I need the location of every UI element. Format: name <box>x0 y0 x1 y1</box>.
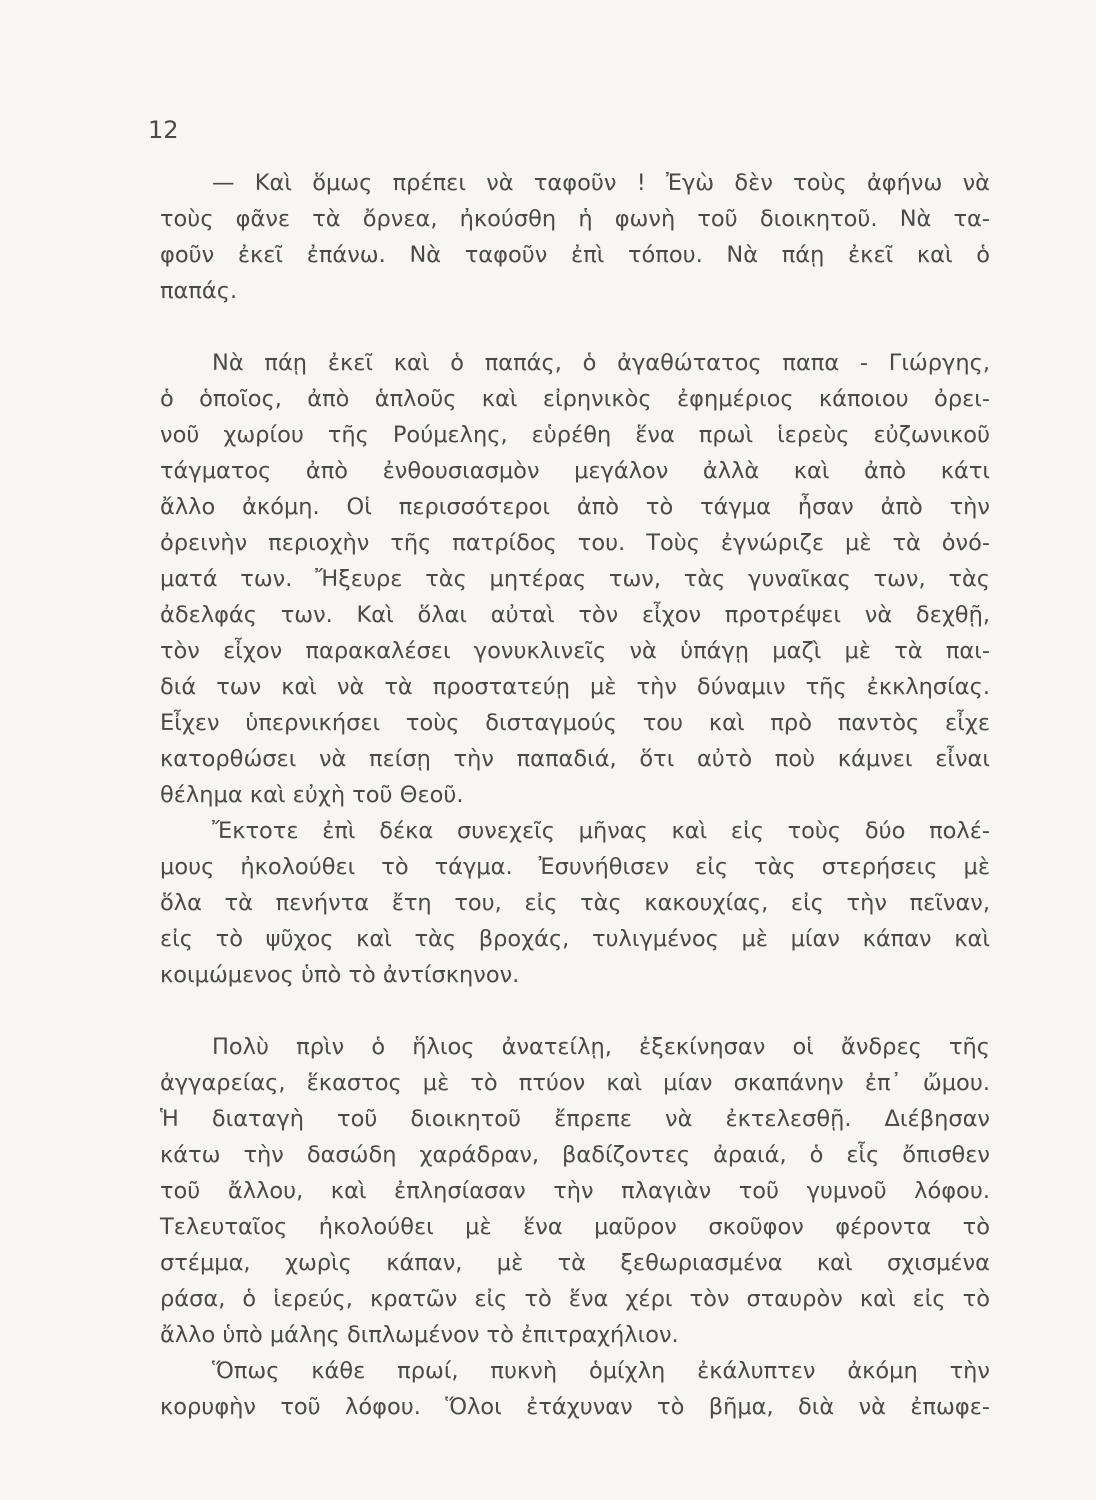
text-line: ράσα, ὁ ἱερεύς, κρατῶν εἰς τὸ ἕνα χέρι τὸν σταυρὸν καὶ εἰς τὸ <box>160 1286 990 1312</box>
body-text <box>160 165 990 1425</box>
text-line: ἀδελφάς των. Καὶ ὅλαι αὐταὶ τὸν εἶχον προτρέψει νὰ δεχθῇ, <box>160 602 990 628</box>
text-line: Τελευταῖος ἠκολούθει μὲ ἕνα μαῦρον σκοῦφον φέροντα τὸ <box>160 1214 990 1240</box>
text-line: ὁ ὁποῖος, ἀπὸ ἁπλοῦς καὶ εἰρηνικὸς ἐφημέριος κάποιου ὀρει- <box>160 386 990 412</box>
text-line: θέλημα καὶ εὐχὴ τοῦ Θεοῦ. <box>160 782 464 808</box>
paragraph <box>160 345 990 813</box>
text-line: κοιμώμενος ὑπὸ τὸ ἀντίσκηνον. <box>160 962 520 988</box>
text-line: Πολὺ πρὶν ὁ ἥλιος ἀνατείλῃ, ἐξεκίνησαν οἱ ἄνδρες τῆς <box>212 1034 990 1060</box>
text-line: Ὅπως κάθε πρωί, πυκνὴ ὁμίχλη ἐκάλυπτεν ἀκόμη τὴν <box>212 1358 990 1384</box>
text-line: νοῦ χωρίου τῆς Ρούμελης, εὑρέθη ἕνα πρωὶ ἱερεὺς εὐζωνικοῦ <box>160 422 990 448</box>
text-line: ὅλα τὰ πενήντα ἔτη του, εἰς τὰς κακουχίας, εἰς τὴν πεῖναν, <box>160 890 990 916</box>
text-line: Ἔκτοτε ἐπὶ δέκα συνεχεῖς μῆνας καὶ εἰς τοὺς δύο πολέ- <box>212 818 990 844</box>
text-line: στέμμα, χωρὶς κάπαν, μὲ τὰ ξεθωριασμένα καὶ σχισμένα <box>160 1250 990 1276</box>
text-line: τάγματος ἀπὸ ἐνθουσιασμὸν μεγάλον ἀλλὰ καὶ ἀπὸ κάτι <box>160 458 990 484</box>
text-line: ἀγγαρείας, ἕκαστος μὲ τὸ πτύον καὶ μίαν σκαπάνην ἐπ᾽ ὤμου. <box>160 1070 990 1096</box>
paragraph-gap <box>160 993 990 1029</box>
text-line: ἄλλο ἀκόμη. Οἱ περισσότεροι ἀπὸ τὸ τάγμα ἦσαν ἀπὸ τὴν <box>160 494 990 520</box>
paragraph <box>160 165 990 309</box>
page-number: 12 <box>148 116 179 144</box>
paragraph <box>160 1029 990 1353</box>
text-line: παπάς. <box>160 278 238 304</box>
text-line: κάτω τὴν δασώδη χαράδραν, βαδίζοντες ἀραιά, ὁ εἷς ὄπισθεν <box>160 1142 990 1168</box>
text-line: ἄλλο ὑπὸ μάλης διπλωμένον τὸ ἐπιτραχήλιον. <box>160 1322 679 1348</box>
text-line: εἰς τὸ ψῦχος καὶ τὰς βροχάς, τυλιγμένος μὲ μίαν κάπαν καὶ <box>160 926 990 952</box>
paragraph-gap <box>160 309 990 345</box>
text-line: διά των καὶ νὰ τὰ προστατεύῃ μὲ τὴν δύναμιν τῆς ἐκκλησίας. <box>160 674 990 700</box>
text-line: Ἡ διαταγὴ τοῦ διοικητοῦ ἔπρεπε νὰ ἐκτελεσθῇ. Διέβησαν <box>160 1106 990 1132</box>
text-line: ὀρεινὴν περιοχὴν τῆς πατρίδος του. Τοὺς ἐγνώριζε μὲ τὰ ὀνό- <box>160 530 990 556</box>
text-line: φοῦν ἐκεῖ ἐπάνω. Νὰ ταφοῦν ἐπὶ τόπου. Νὰ πάῃ ἐκεῖ καὶ ὁ <box>160 242 990 268</box>
text-line: Νὰ πάῃ ἐκεῖ καὶ ὁ παπάς, ὁ ἀγαθώτατος παπα - Γιώργης, <box>212 350 990 376</box>
text-line: τὸν εἶχον παρακαλέσει γονυκλινεῖς νὰ ὑπάγῃ μαζὶ μὲ τὰ παι- <box>160 638 990 664</box>
paragraph <box>160 1353 990 1425</box>
text-line: — Καὶ ὅμως πρέπει νὰ ταφοῦν ! Ἐγὼ δὲν τοὺς ἀφήνω νὰ <box>212 170 990 196</box>
text-line: ματά των. Ἤξευρε τὰς μητέρας των, τὰς γυναῖκας των, τὰς <box>160 566 990 592</box>
text-line: τοὺς φᾶνε τὰ ὄρνεα, ἠκούσθη ἡ φωνὴ τοῦ διοικητοῦ. Νὰ τα- <box>160 206 990 232</box>
text-line: κατορθώσει νὰ πείσῃ τὴν παπαδιά, ὅτι αὐτὸ ποὺ κάμνει εἶναι <box>160 746 990 772</box>
text-line: Εἶχεν ὑπερνικήσει τοὺς δισταγμούς του καὶ πρὸ παντὸς εἶχε <box>160 710 990 736</box>
text-line: τοῦ ἄλλου, καὶ ἐπλησίασαν τὴν πλαγιὰν τοῦ γυμνοῦ λόφου. <box>160 1178 990 1204</box>
text-line: μους ἠκολούθει τὸ τάγμα. Ἐσυνήθισεν εἰς τὰς στερήσεις μὲ <box>160 854 990 880</box>
text-line: κορυφὴν τοῦ λόφου. Ὅλοι ἐτάχυναν τὸ βῆμα, διὰ νὰ ἐπωφε- <box>160 1394 990 1420</box>
paragraph <box>160 813 990 993</box>
